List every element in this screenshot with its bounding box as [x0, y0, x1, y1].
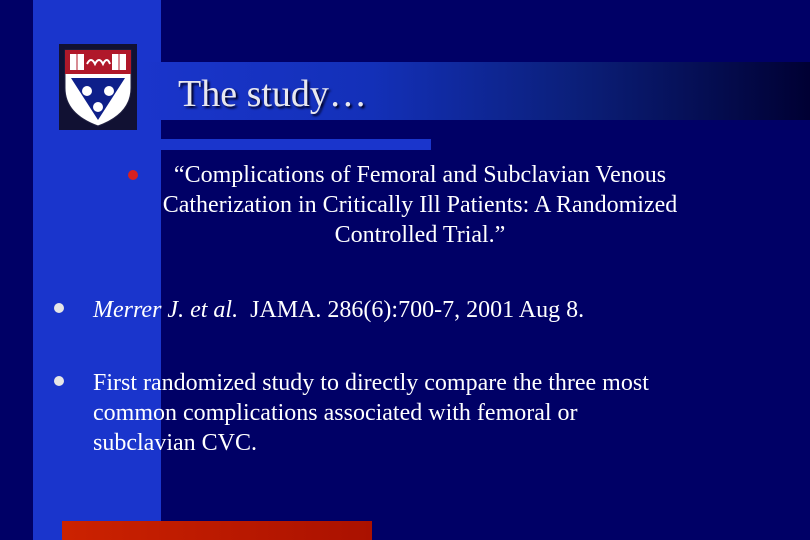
- bullet-silver-dot: [54, 303, 64, 313]
- bottom-accent-bar: [62, 521, 372, 540]
- citation: [93, 295, 773, 325]
- title-underline: [33, 139, 431, 150]
- study-finding: [93, 368, 773, 458]
- bullet-silver-dot: [54, 376, 64, 386]
- quote-line: Catherization in Critically Ill Patients: A Randomized: [162, 192, 678, 218]
- university-shield-icon: [59, 44, 137, 130]
- citation-authors: Merrer J. et al.: [93, 297, 239, 323]
- slide-title: The study…: [178, 73, 367, 115]
- finding-line: subclavian CVC.: [93, 430, 257, 456]
- citation-journal: JAMA. 286(6):700-7, 2001 Aug 8.: [238, 297, 585, 323]
- finding-line: common complications associated with femoral or: [93, 400, 578, 426]
- finding-line: First randomized study to directly compare the three most: [93, 370, 649, 396]
- quote-line: Controlled Trial.”: [334, 222, 506, 248]
- study-title-quote: [105, 160, 735, 250]
- quote-line: “Complications of Femoral and Subclavian Venous: [173, 162, 667, 188]
